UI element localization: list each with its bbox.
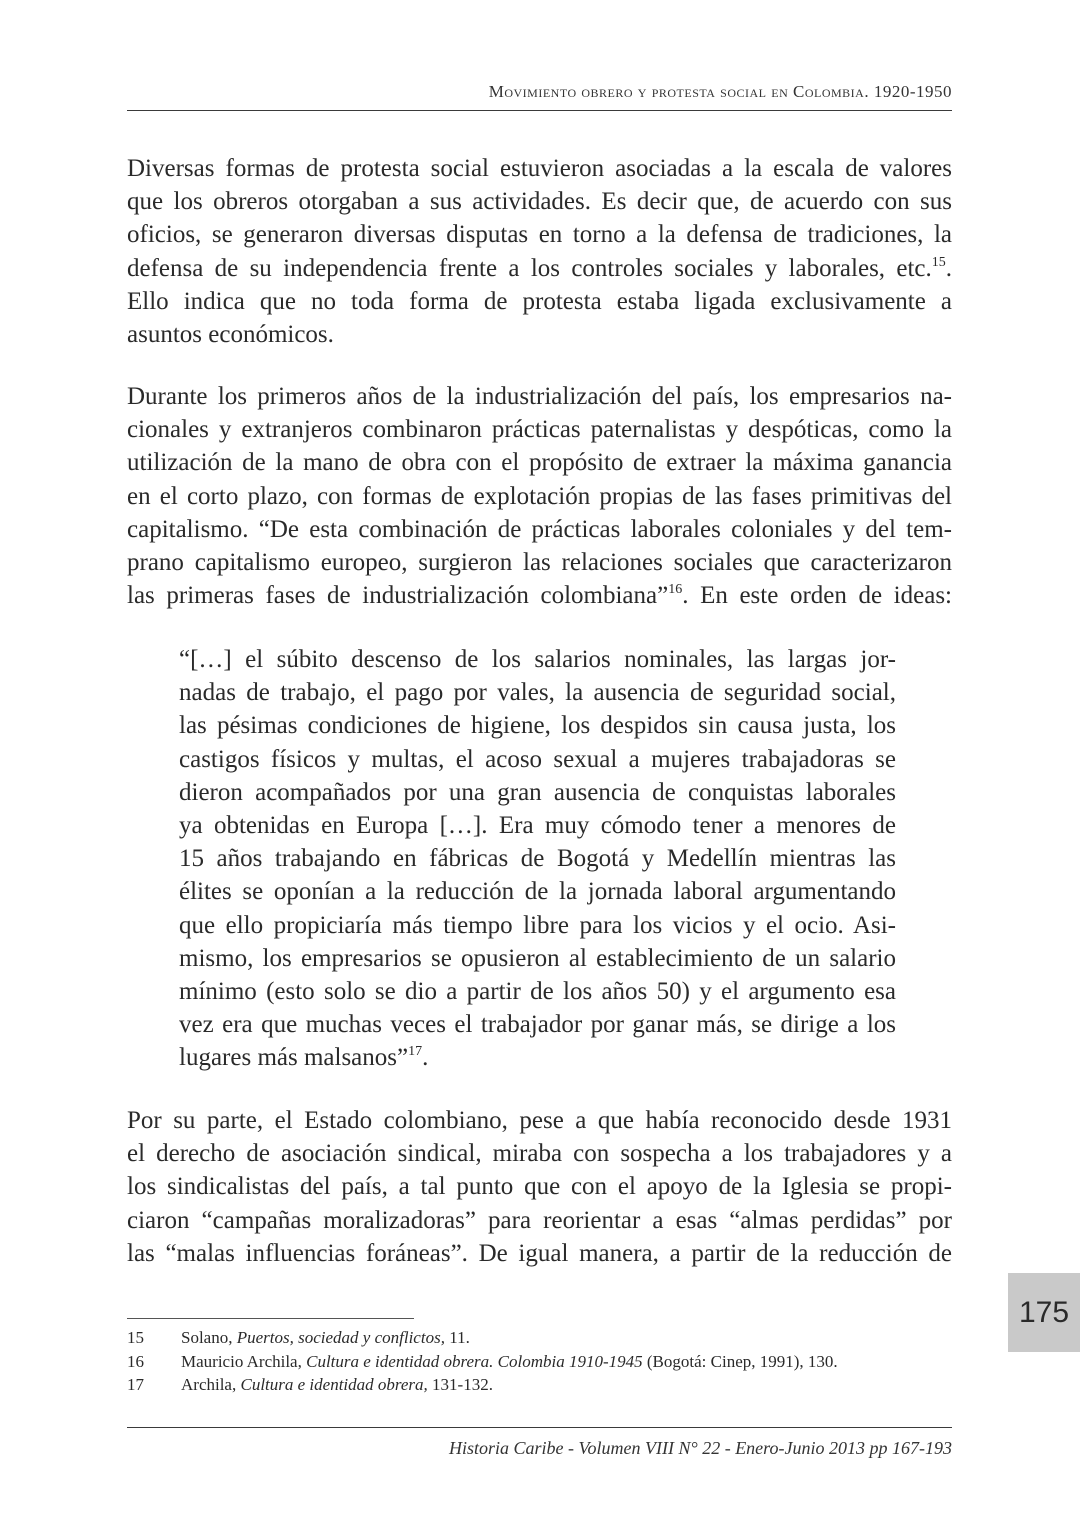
footnotes (127, 1326, 952, 1397)
running-header (127, 78, 952, 111)
paragraph-3 (127, 1104, 952, 1270)
quote-line: lugares más malsanos”$^{17}$. (179, 1044, 429, 1072)
footnote-number: 15 (127, 1328, 144, 1347)
quote-line: dieron acompañados por una gran ausencia de conquistas laborales (179, 778, 896, 806)
paragraph-line: cionales y extranjeros combinaron prácticas paternalistas y despóticas, como la (127, 416, 952, 444)
quote-line: 15 años trabajando en fábricas de Bogotá y Medellín mientras las (179, 845, 896, 873)
paragraph-line: que los obreros otorgaban a sus actividades. Es decir que, de acuerdo con sus (127, 188, 952, 216)
paragraph-line: las “malas influencias foráneas”. De igual manera, a partir de la reducción de (127, 1239, 952, 1267)
footnote-divider (127, 1318, 414, 1319)
quote-line: ya obtenidas en Europa […]. Era muy cómodo tener a menores de (179, 812, 896, 840)
paragraph-line: las primeras fases de industrialización colombiana”$^{16}$. En este orden de ideas: (127, 582, 953, 610)
paragraph-2 (127, 380, 952, 612)
footnote-number: 17 (127, 1375, 144, 1394)
page-number: 175 (1018, 1295, 1070, 1329)
page-number-tab (1008, 1273, 1080, 1352)
footnote-ref[interactable]: 17 (408, 1044, 423, 1060)
footnote-ref[interactable]: 15 (931, 254, 946, 270)
paragraph-line: Durante los primeros años de la industrialización del país, los empresarios na- (127, 383, 952, 410)
paragraph-line: oficios, se generaron diversas disputas en torno a la defensa de tradiciones, la (127, 221, 952, 249)
quote-line: “[…] el súbito descenso de los salarios nominales, las largas jor- (179, 646, 896, 673)
footnote-text: Solano, Puertos, sociedad y conflictos, 11. (181, 1328, 470, 1347)
footnote-number: 16 (127, 1351, 144, 1371)
paragraph-line: utilización de la mano de obra con el propósito de extraer la máxima ganancia (127, 449, 952, 477)
quote-line: nadas de trabajo, el pago por vales, la ausencia de seguridad social, (179, 679, 896, 707)
paragraph-line: ciaron “campañas moralizadoras” para reorientar a esas “almas perdidas” por (127, 1206, 952, 1234)
quote-line: mismo, los empresarios se opusieron al establecimiento de un salario (179, 944, 896, 972)
quote-line: castigos físicos y multas, el acoso sexual a mujeres trabajadoras se (179, 745, 896, 773)
quote-line: vez era que muchas veces el trabajador por ganar más, se dirige a los (179, 1011, 896, 1039)
footnote-ref[interactable]: 16 (668, 582, 683, 598)
quote-line: las pésimas condiciones de higiene, los despidos sin causa justa, los (179, 712, 896, 740)
quote-line: que ello propiciaría más tiempo libre para los vicios y el ocio. Asi- (179, 911, 896, 939)
paragraph-1 (127, 152, 952, 351)
footnote (127, 1350, 952, 1374)
paragraph-line: Diversas formas de protesta social estuvieron asociadas a la escala de valores (127, 155, 952, 182)
page-footer (127, 1427, 952, 1458)
footnote-text: Mauricio Archila, Cultura e identidad obrera. Colombia 1910-1945 (Bogotá: Cinep, 1991), 130. (181, 1351, 838, 1371)
paragraph-line: los sindicalistas del país, a tal punto que con el apoyo de la Iglesia se propi- (127, 1173, 952, 1201)
paragraph-line: capitalismo. “De esta combinación de prácticas laborales coloniales y del tem- (127, 515, 952, 543)
paragraph-line: prano capitalismo europeo, surgieron las relaciones sociales que caracterizaron (127, 549, 952, 577)
footnote (127, 1373, 952, 1397)
quote-line: élites se oponían a la reducción de la jornada laboral argumentando (179, 878, 896, 906)
paragraph-line: en el corto plazo, con formas de explotación propias de las fases primitivas del (127, 482, 952, 510)
journal-citation: Historia Caribe - Volumen VIII N° 22 - Enero-Junio 2013 pp 167-193 (449, 1438, 952, 1458)
paragraph-line: defensa de su independencia frente a los controles sociales y laborales, etc.$^{15}$. (127, 254, 952, 282)
running-title: Movimiento obrero y protesta social en Colombia. 1920-1950 (488, 82, 952, 101)
footnote-text: Archila, Cultura e identidad obrera, 131-132. (181, 1375, 493, 1394)
paragraph-line: Por su parte, el Estado colombiano, pese a que había reconocido desde 1931 (127, 1107, 952, 1134)
paragraph-line: asuntos económicos. (127, 321, 334, 349)
paragraph-line: el derecho de asociación sindical, miraba con sospecha a los trabajadores y a (127, 1140, 952, 1168)
quote-line: mínimo (esto solo se dio a partir de los años 50) y el argumento esa (179, 978, 896, 1006)
paragraph-line: Ello indica que no toda forma de protesta estaba ligada exclusivamente a (127, 287, 952, 315)
block-quote (179, 643, 896, 1075)
footnote (127, 1326, 952, 1350)
